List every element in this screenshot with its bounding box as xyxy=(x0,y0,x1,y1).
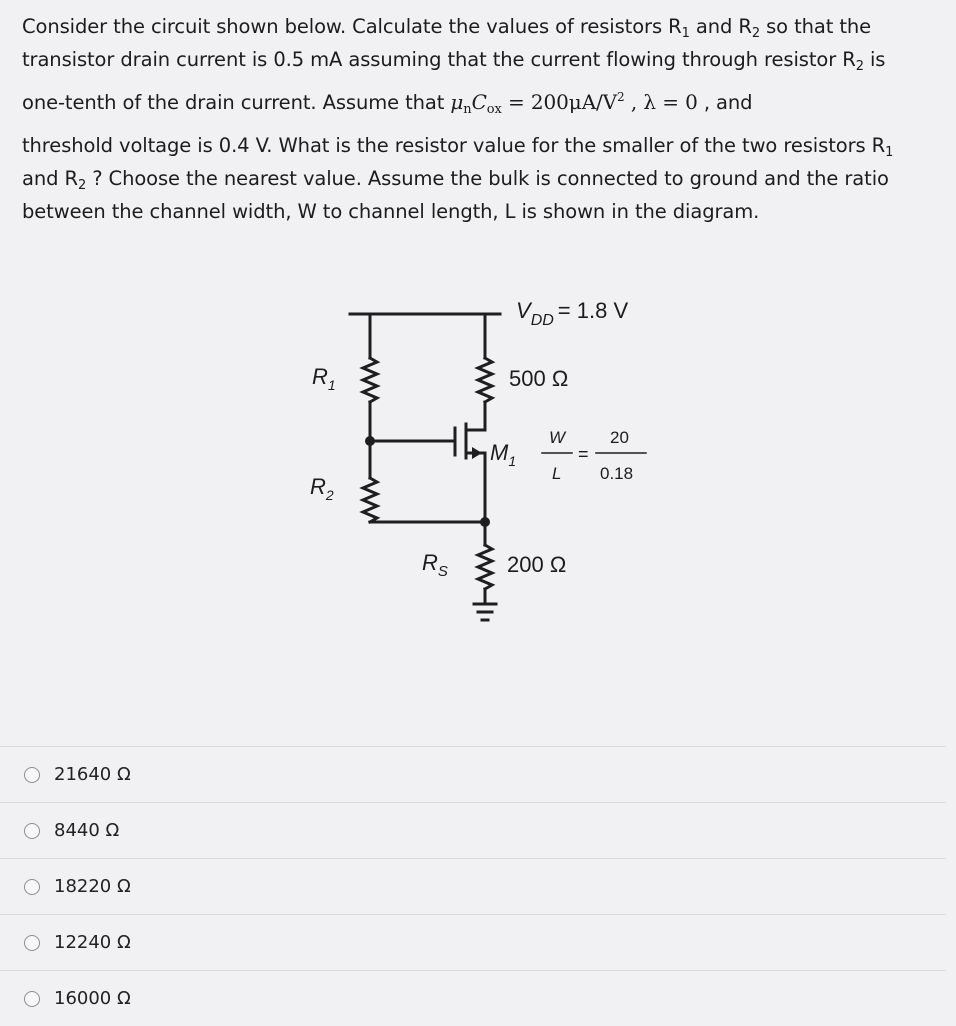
w-label: W xyxy=(549,428,566,447)
option-3[interactable] xyxy=(0,858,946,914)
option-2[interactable] xyxy=(0,802,946,858)
r2-label: $R_2$ xyxy=(310,474,334,503)
l-label: L xyxy=(552,464,562,483)
radio-button[interactable] xyxy=(24,823,40,839)
wl-equals: = xyxy=(578,444,589,464)
rs-value: 200 Ω xyxy=(507,552,567,577)
radio-button[interactable] xyxy=(24,879,40,895)
option-label: 12240 Ω xyxy=(54,932,131,953)
question-line-6: between the channel width, W to channel length, L is shown in the diagram. xyxy=(22,200,760,223)
mobility-equation: $\mu_nC_{ox} = 200\mu A/V^2$ , λ = 0 xyxy=(450,90,698,117)
vdd-label: $V_{DD} = 1.8$ V xyxy=(516,298,629,329)
answer-options xyxy=(0,746,946,1026)
option-1[interactable] xyxy=(0,746,946,802)
option-label: 21640 Ω xyxy=(54,764,131,785)
radio-button[interactable] xyxy=(24,991,40,1007)
option-label: 18220 Ω xyxy=(54,876,131,897)
question-line-2: transistor drain current is 0.5 mA assuming that the current flowing through resistor $R_2$ is xyxy=(22,48,886,74)
w-value: 20 xyxy=(610,428,629,447)
option-4[interactable] xyxy=(0,914,946,970)
m1-label: $M_1$ xyxy=(490,440,517,469)
option-label: 16000 Ω xyxy=(54,988,131,1009)
r1-resistor xyxy=(363,358,377,402)
rd-value: 500 Ω xyxy=(509,366,569,391)
radio-button[interactable] xyxy=(24,935,40,951)
r1-label: $R_1$ xyxy=(312,364,336,393)
question-line-1: Consider the circuit shown below. Calculate the values of resistors $R_1$ and $R_2$ so that the xyxy=(22,15,872,41)
gate-junction-dot xyxy=(365,436,375,446)
rs-resistor xyxy=(478,545,492,589)
source-arrow xyxy=(472,447,482,459)
radio-button[interactable] xyxy=(24,767,40,783)
question-line-4: threshold voltage is 0.4 V. What is the resistor value for the smaller of the two resistors $R_1$ xyxy=(22,134,894,160)
option-label: 8440 Ω xyxy=(54,820,120,841)
source-junction-dot xyxy=(480,517,490,527)
r2-resistor xyxy=(363,478,377,522)
option-5[interactable] xyxy=(0,970,946,1026)
question-line-5: and $R_2$ ? Choose the nearest value. Assume the bulk is connected to ground and the ratio xyxy=(22,167,889,193)
l-value: 0.18 xyxy=(600,464,634,483)
question-line-3: one-tenth of the drain current. Assume that $\mu_nC_{ox} = 200\mu A/V^2$ , λ = 0 , and xyxy=(22,90,753,117)
rs-label: $R_S$ xyxy=(422,550,448,580)
rd-resistor xyxy=(478,358,492,402)
